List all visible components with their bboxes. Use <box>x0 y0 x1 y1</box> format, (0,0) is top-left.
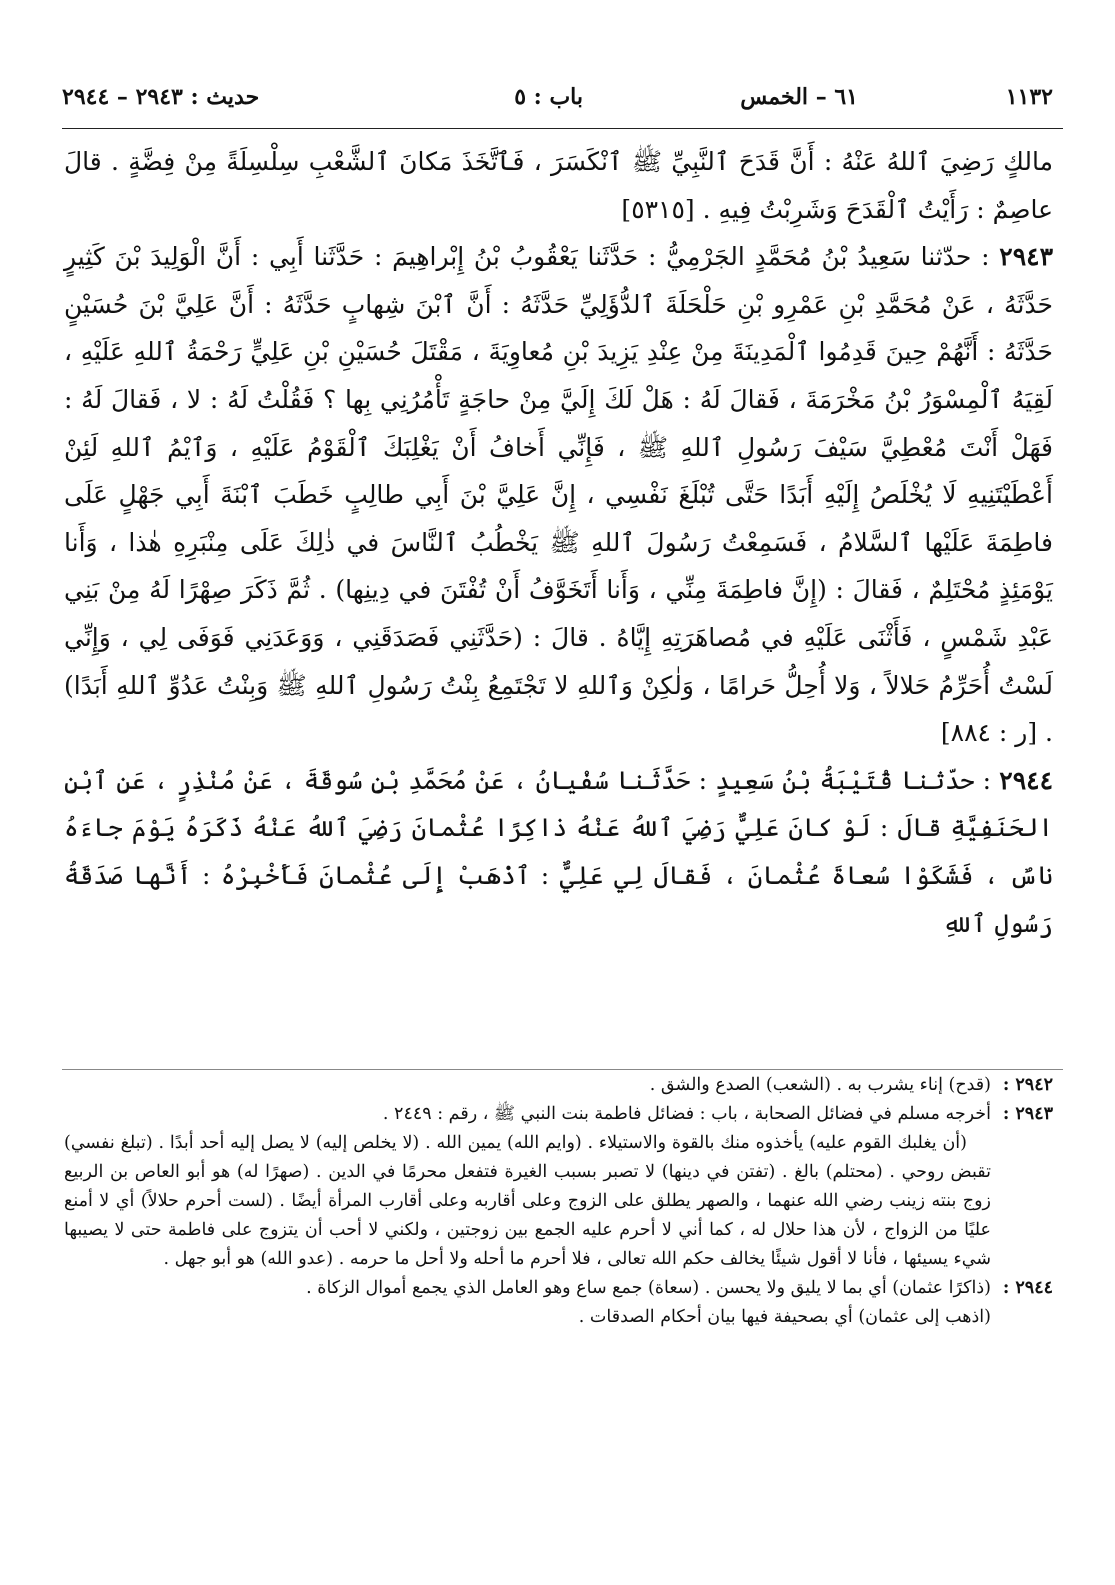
paragraph-continuation <box>64 138 1053 233</box>
footnote-text: (ذاكرًا عثمان) أي بما لا يليق ولا يحسن . (سعاة) جمع ساع وهو العامل الذي يجمع أموال الزكاة . <box>306 1278 991 1298</box>
hadith-2943 <box>64 233 1053 757</box>
hadith-number: ٢٩٤٤ <box>999 765 1053 795</box>
footnote-number: ٢٩٤٢ : <box>1002 1075 1053 1095</box>
hadith-text: : حدّثنا سَعِيدُ بْنُ مُحَمَّدٍ الجَرْمِيُّ : حَدَّثَنا يَعْقُوبُ بْنُ إِبْراهِيمَ : حَدَّثَنا أَبِي : أَنَّ الْوَلِيدَ بْنَ كَثِيرٍ حَدَّثَهُ ، عَنْ مُحَمَّدِ بْنِ عَمْرِو بْنِ حَلْحَلَةَ ٱلدُّؤَلِيِّ حَدَّثَهُ : أَنَّ ٱبْنَ شِهابٍ حَدَّثَهُ : أَنَّ عَلِيَّ بْنَ حُسَيْنٍ حَدَّثَهُ : أَنَّهُمْ حِينَ قَدِمُوا ٱلْمَدِينَةَ مِنْ عِنْدِ يَزِيدَ بْنِ مُعاوِيَةَ ، مَقْتَلَ حُسَيْنِ بْنِ عَلِيٍّ رَحْمَةُ ٱللهِ عَلَيْهِ ، لَقِيَهُ ٱلْمِسْوَرُ بْنُ مَخْرَمَةَ ، فَقالَ لَهُ : هَلْ لَكَ إِلَيَّ مِنْ حاجَةٍ تَأْمُرُنِي بِها ؟ فَقُلْتُ لَهُ : لا ، فَقالَ لَهُ : فَهَلْ أَنْتَ مُعْطِيَّ سَيْفَ رَسُولِ ٱللهِ ﷺ ، فَإِنِّي أَخافُ أَنْ يَغْلِبَكَ ٱلْقَوْمُ عَلَيْهِ ، وَٱيْمُ ٱللهِ لَئِنْ أَعْطَيْتَنِيهِ لَا يُخْلَصُ إِلَيْهِ أَبَدًا حَتَّى تُبْلَغَ نَفْسِي ، إِنَّ عَلِيَّ بْنَ أَبِي طالِبٍ خَطَبَ ٱبْنَةَ أَبِي جَهْلٍ عَلَى فاطِمَةَ عَلَيْها ٱلسَّلامُ ، فَسَمِعْتُ رَسُولَ ٱللهِ ﷺ يَخْطُبُ ٱلنَّاسَ في ذٰلِكَ عَلَى مِنْبَرِهِ هٰذا ، وَأَنا يَوْمَئِذٍ مُحْتَلِمٌ ، فَقالَ : (إِنَّ فاطِمَةَ مِنِّي ، وَأَنا أَتَخَوَّفُ أَنْ تُفْتَنَ في دِينِها) . ثُمَّ ذَكَرَ صِهْرًا لَهُ مِنْ بَنِي عَبْدِ شَمْسٍ ، فَأَثْنَى عَلَيْهِ في مُصاهَرَتِهِ إِيَّاهُ . قالَ : (حَدَّثَنِي فَصَدَقَنِي ، وَوَعَدَنِي فَوَفَى لِي ، وَإِنِّي لَسْتُ أُحَرِّمُ حَلالاً ، وَلا أُحِلُّ حَرامًا ، وَلٰكِنْ وَٱللهِ لا تَجْتَمِعُ بِنْتُ رَسُولِ ٱللهِ ﷺ وَبِنْتُ عَدُوِّ ٱللهِ أَبَدًا) . <box>64 242 1053 748</box>
footnote-2943 <box>64 1100 1053 1274</box>
footnote-2944 <box>64 1274 1053 1332</box>
page-number: ١١٣٢ <box>1005 84 1053 110</box>
footnote-text: أخرجه مسلم في فضائل الصحابة ، باب : فضائل فاطمة بنت النبي ﷺ ، رقم : ٢٤٤٩ . <box>382 1104 991 1124</box>
footnote-number: ٢٩٤٤ : <box>1002 1278 1053 1298</box>
footnote-number: ٢٩٤٣ : <box>1002 1104 1053 1124</box>
cross-reference: [ر : ٨٨٤] <box>940 718 1038 748</box>
paragraph-text: مالكٍ رَضِيَ ٱللهُ عَنْهُ : أَنَّ قَدَحَ ٱلنَّبِيِّ ﷺ ٱنْكَسَرَ ، فَٱتَّخَذَ مَكانَ ٱلشَّعْبِ سِلْسِلَةً مِنْ فِضَّةٍ . قالَ عاصِمٌ : رَأَيْتُ ٱلْقَدَحَ وَشَرِبْتُ فِيهِ . <box>64 147 1053 224</box>
chapter-label: باب : ٥ <box>514 84 583 110</box>
page-header <box>62 78 1053 118</box>
header-divider <box>62 128 1063 129</box>
hadith-2944 <box>64 757 1053 947</box>
footnote-text: (قدح) إناء يشرب به . (الشعب) الصدع والشق . <box>649 1075 991 1095</box>
hadith-range: حديث : ٢٩٤٣ – ٢٩٤٤ <box>62 84 260 110</box>
hadith-text: : حدّثنا قُتَيْبَةُ بْنُ سَعِيدٍ : حَدَّثَنا سُفْيانُ ، عَنْ مُحَمَّدِ بْنِ سُوقَةَ ، عَنْ مُنْذِرٍ ، عَنِ ٱبْنِ الحَنَفِيَّةِ قالَ : لَوْ كانَ عَلِيٌّ رَضِيَ ٱللهُ عَنْهُ ذاكِرًا عُثْمانَ رَضِيَ ٱللهُ عَنْهُ ذَكَرَهُ يَوْمَ جاءَهُ ناسٌ ، فَشَكَوْا سُعاةَ عُثْمانَ ، فَقالَ لِي عَلِيٌّ : ٱذْهَبْ إِلَى عُثْمانَ فَأَخْبِرْهُ : أَنَّها صَدَقَةُ رَسُولِ ٱللهِ <box>64 765 1053 938</box>
footnotes <box>64 1071 1053 1332</box>
footnote-2942 <box>64 1071 1053 1100</box>
main-text <box>64 138 1053 947</box>
book-title: ٦١ – الخمس <box>740 84 858 110</box>
hadith-number: ٢٩٤٣ <box>999 242 1053 272</box>
footnote-divider <box>62 1069 1063 1070</box>
footnote-detail: (أن يغلبك القوم عليه) يأخذوه منك بالقوة والاستيلاء . (وايم الله) يمين الله . (لا يخلص إليه) لا يصل إليه أحد أبدًا . (تبلغ نفسي) تقبض روحي . (محتلم) بالغ . (تفتن في دينها) لا تصبر بسبب الغيرة فتفعل محرمًا في الدين . (صهرًا له) هو أبو العاص بن الربيع زوج بنته زينب رضي الله عنهما ، والصهر يطلق على الزوج وعلى أقاربه وعلى أقارب المرأة أيضًا . (لست أحرم حلالاً) أي لا أمنع عليًا من الزواج ، لأن هذا حلال له ، كما أني لا أحرم عليه الجمع بين زوجتين ، ولكني لا أحب أن يتزوج على فاطمة حتى لا يصيبها شيء يسيئها ، فأنا لا أقول شيئًا يخالف حكم الله تعالى ، فلا أحرم ما أحله ولا أحل ما حرمه . (عدو الله) هو أبو جهل . <box>64 1133 991 1269</box>
cross-reference: [٥٣١٥] <box>621 194 695 224</box>
footnote-text-continued: (اذهب إلى عثمان) أي بصحيفة فيها بيان أحكام الصدقات . <box>578 1307 991 1327</box>
